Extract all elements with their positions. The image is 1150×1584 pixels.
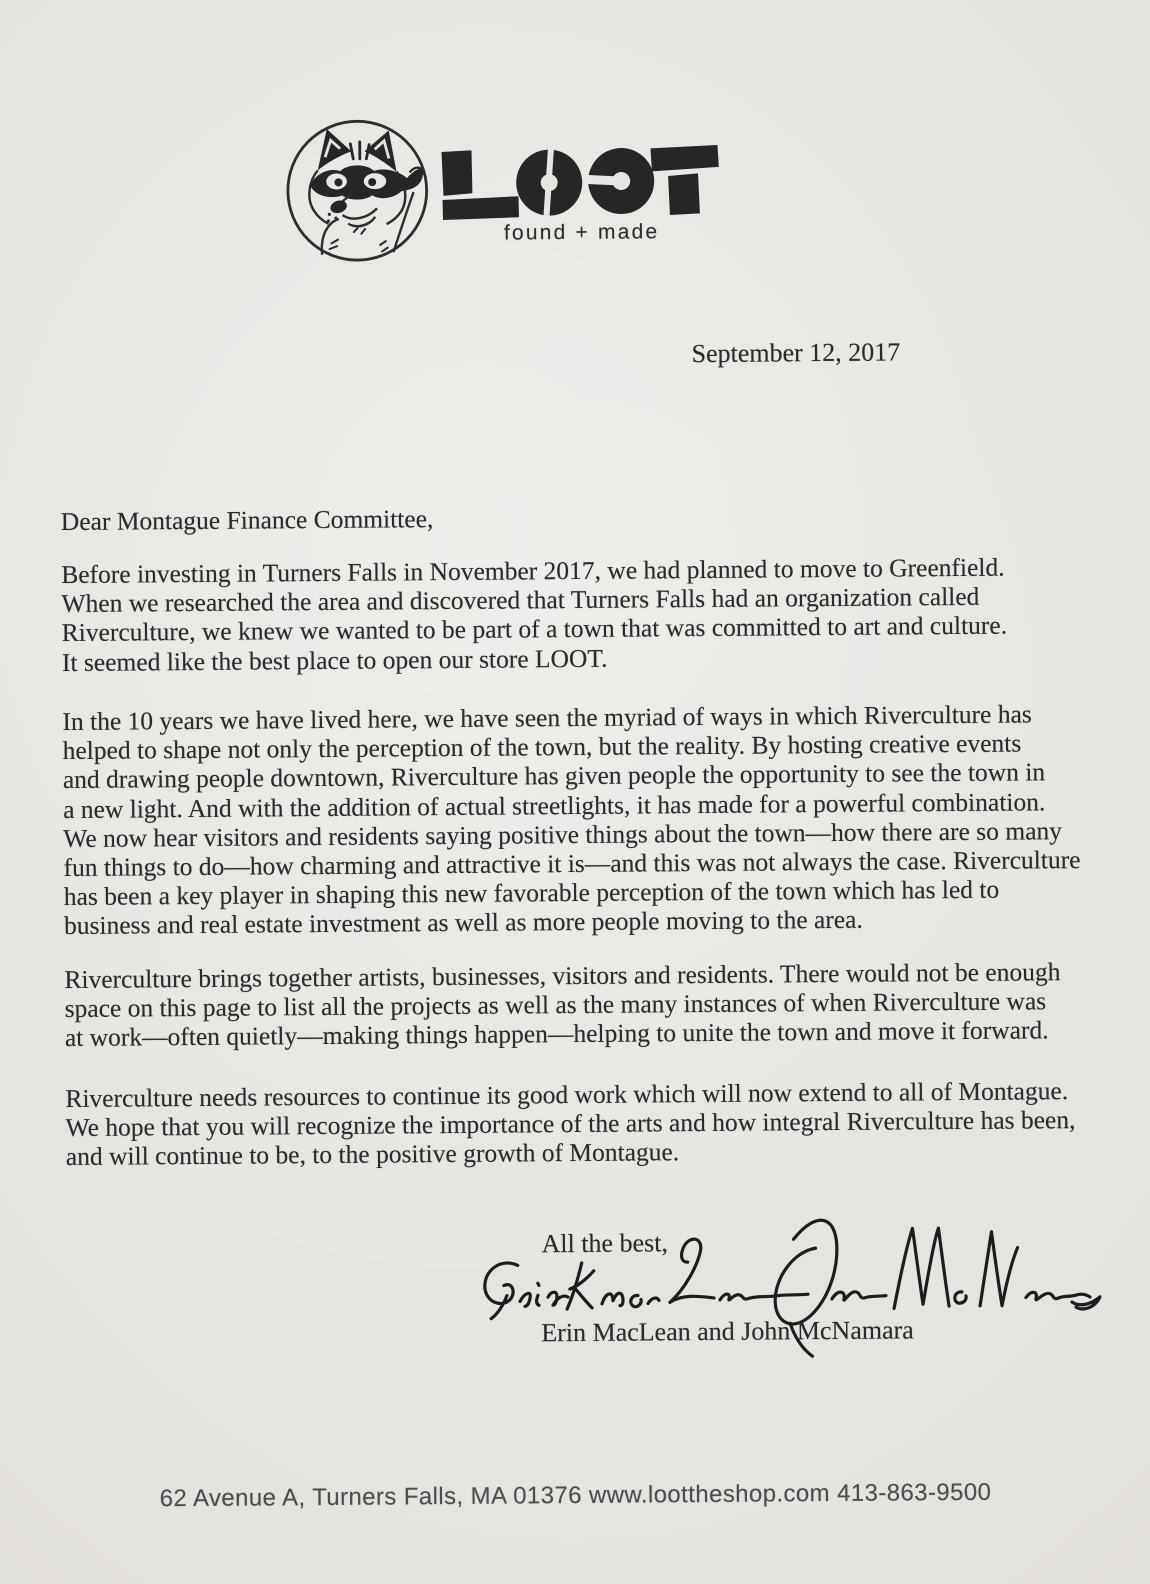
letter-paragraph-3 [64,957,1061,1052]
paragraph-line: has been a key player in shaping this new favorable perception of the town which has led to [63,874,1000,912]
paragraph-line: at work—often quietly—making things happen—helping to unite the town and move it forward. [64,1015,1049,1053]
paragraph-line: We hope that you will recognize the importance of the arts and how integral Riverculture has been, [65,1105,1076,1143]
paragraph-line: It seemed like the best place to open our store LOOT. [61,643,608,677]
paragraph-line: fun things to do—how charming and attractive it is—and this was not always the case. Riverculture [63,845,1081,883]
paragraph-line: a new light. And with the addition of actual streetlights, it has made for a powerful combination. [63,786,1046,824]
paragraph-line: Riverculture brings together artists, businesses, visitors and residents. There would not be enough [64,957,1061,995]
paragraph-line: space on this page to list all the projects as well as the many instances of when Riverculture was [64,986,1047,1024]
paragraph-line: helped to shape not only the perception of the town, but the reality. By hosting creative events [62,728,1022,766]
letter-paragraph-2 [62,699,1081,941]
letter-paragraph-4 [65,1076,1075,1172]
paragraph-line: Riverculture, we knew we wanted to be part of a town that was committed to art and culture. [61,611,1008,648]
brand-name [441,149,442,150]
salutation: Dear Montague Finance Committee, [60,504,434,537]
paragraph-line: and drawing people downtown, Riverculture has given people the opportunity to see the town in [62,757,1046,795]
date-line: September 12, 2017 [691,337,901,369]
signatories-line: Erin MacLean and John McNamara [541,1315,914,1348]
paragraph-line: Riverculture needs resources to continue its good work which will now extend to all of Montague. [65,1076,1069,1114]
paragraph-line: We now hear visitors and residents saying positive things about the town—how there are so many [63,815,1063,853]
loot-wordmark-icon [441,147,720,224]
letter-paragraph-1 [61,553,1007,677]
footer-contact-line: 62 Avenue A, Turners Falls, MA 01376 www.loottheshop.com 413-863-9500 [159,1478,992,1513]
paragraph-line: When we researched the area and discovered that Turners Falls had an organization called [61,582,980,619]
paragraph-line: In the 10 years we have lived here, we have seen the myriad of ways in which Riverculture has [62,699,1032,737]
paragraph-line: and will continue to be, to the positive growth of Montague. [65,1137,680,1172]
brand-tagline: found + made [503,220,660,245]
paragraph-line: Before investing in Turners Falls in November 2017, we had planned to move to Greenfield. [61,552,1005,590]
closing-line: All the best, [541,1228,669,1259]
raccoon-mascot-icon [282,115,433,271]
paragraph-line: business and real estate investment as well as more people moving to the area. [63,905,863,941]
